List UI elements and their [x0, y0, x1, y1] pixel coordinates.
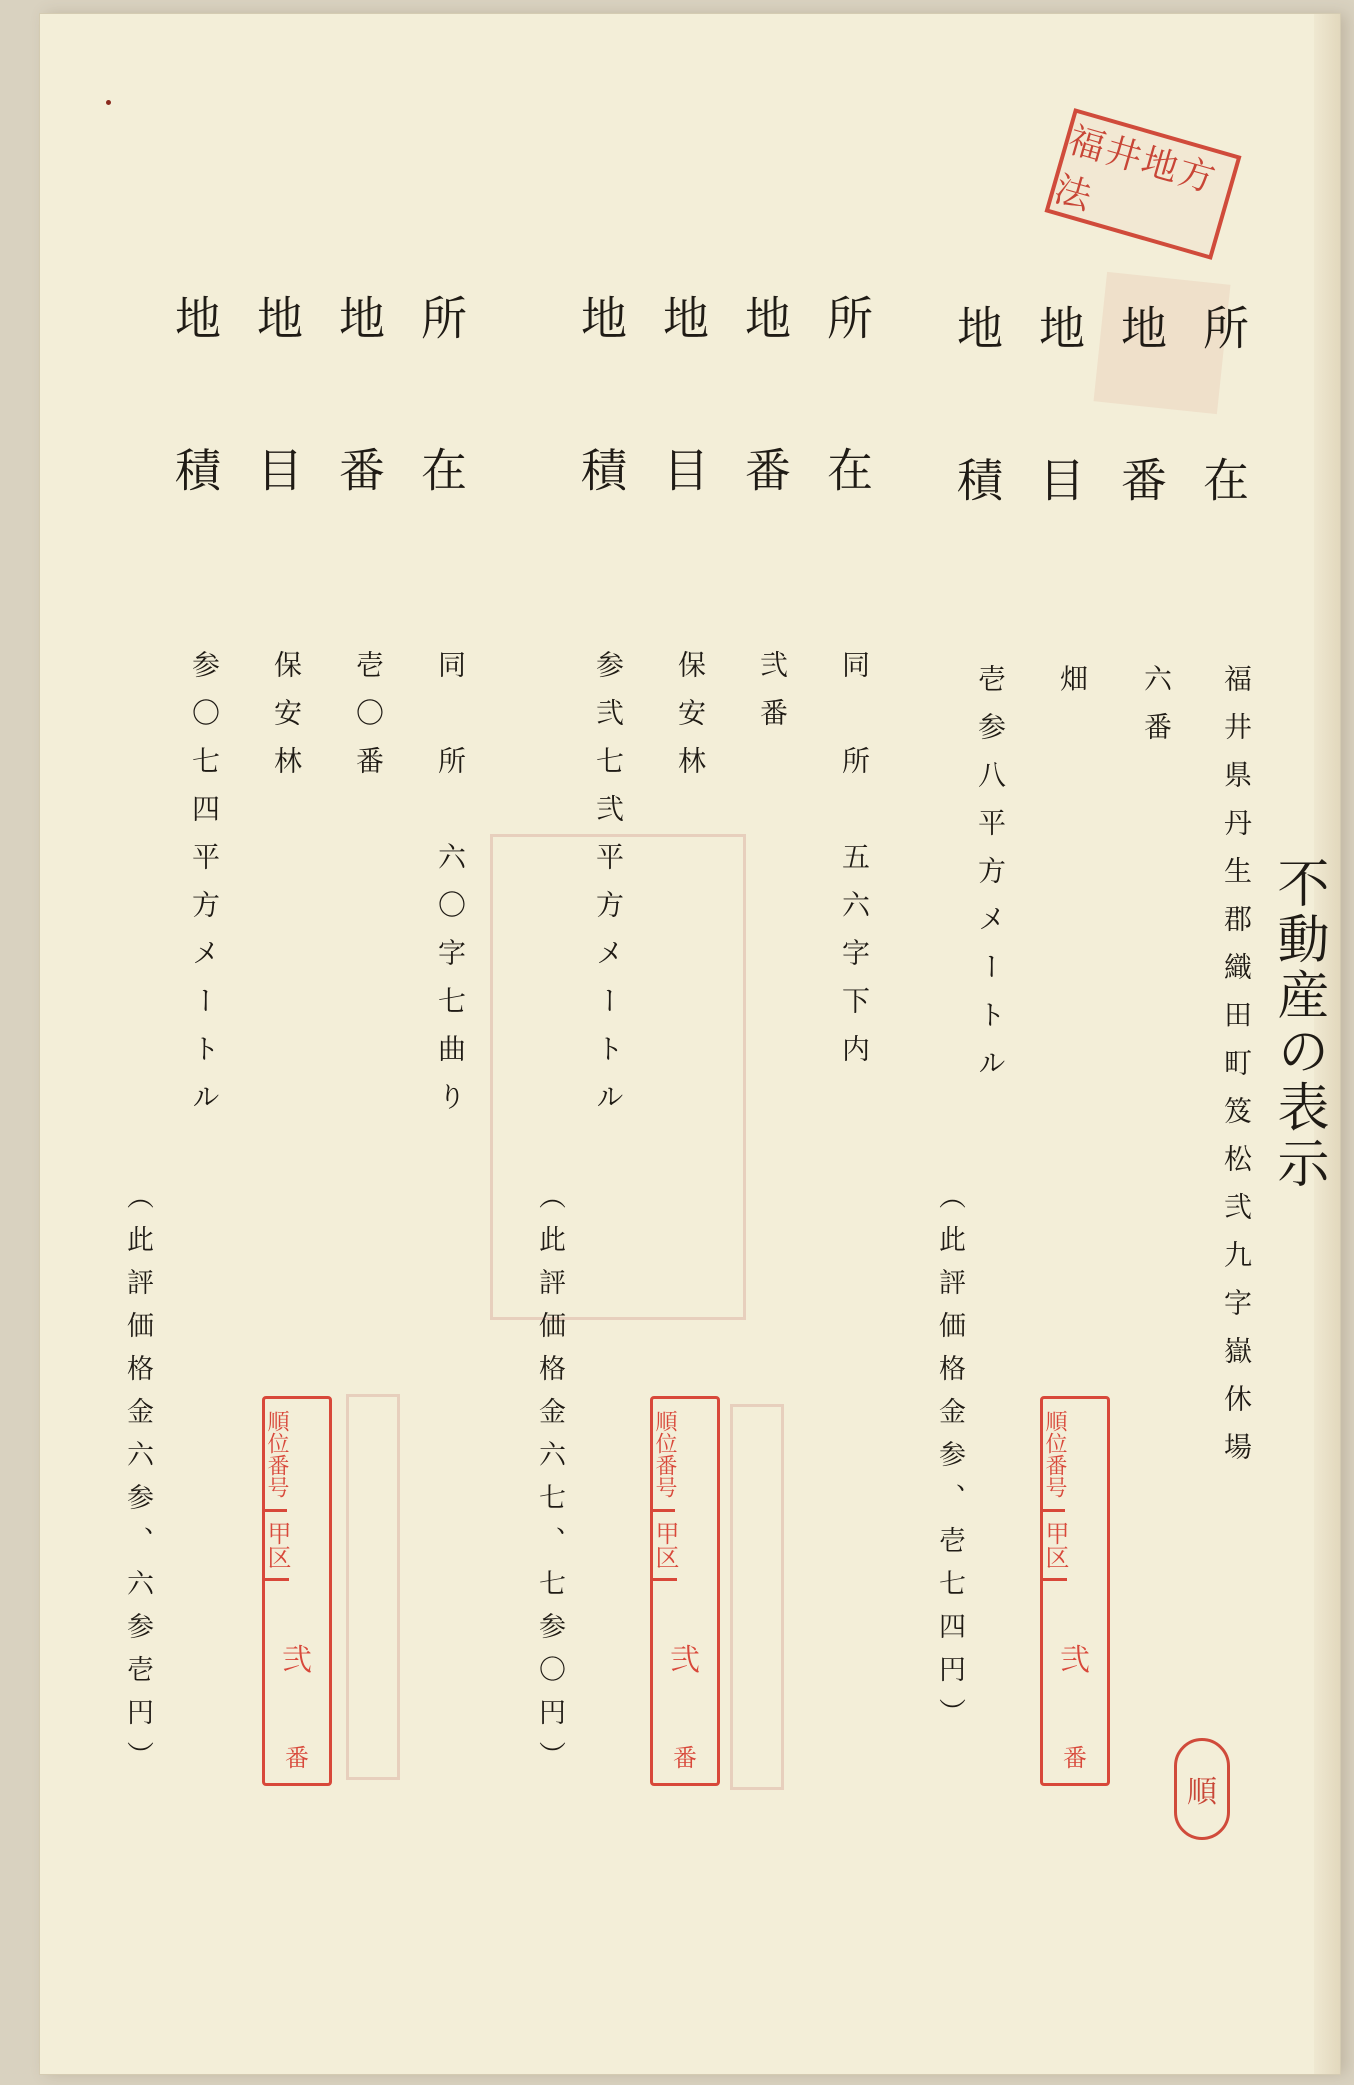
rank-stamp-2 — [650, 1396, 720, 1786]
bleed-through-stamp — [346, 1394, 400, 1780]
lot-number-value-1: 六番 — [1140, 664, 1173, 760]
land-type-value-2: 保安林 — [674, 650, 707, 794]
page-heading: 不動産の表示 — [1268, 856, 1328, 1192]
label-chiseki-3: 地積 — [168, 294, 222, 498]
rank-stamp-1 — [1040, 1396, 1110, 1786]
lot-number-value-2: 弐番 — [756, 650, 789, 746]
label-chiban-2: 地番 — [738, 294, 792, 498]
rank-stamp-3 — [262, 1396, 332, 1786]
location-value-2: 同 所 五六字下内 — [838, 650, 871, 1082]
label-chimoku-1: 地目 — [1032, 304, 1086, 508]
location-value-1: 福井県丹生郡織田町笈松弐九字嶽休場 — [1220, 664, 1253, 1480]
bleed-through-stamp — [730, 1404, 784, 1790]
label-shozai-2: 所在 — [820, 294, 874, 498]
rank-caption: 順位番号 — [1043, 1399, 1065, 1512]
label-chiban-3: 地番 — [332, 294, 386, 498]
area-value-2: 参弐七弐平方メートル — [592, 650, 625, 1130]
label-chimoku-3: 地目 — [250, 294, 304, 498]
rank-suffix: 番 — [285, 1744, 309, 1772]
rank-caption: 順位番号 — [653, 1399, 675, 1512]
lot-number-value-3: 壱〇番 — [352, 650, 385, 794]
rank-suffix: 番 — [1063, 1744, 1087, 1772]
label-chiban-1: 地番 — [1114, 304, 1168, 508]
label-chimoku-2: 地目 — [656, 294, 710, 498]
label-shozai-3: 所在 — [414, 294, 468, 498]
valuation-note-2: （此評価格金六七、七参〇円） — [534, 1182, 565, 1784]
land-type-value-3: 保安林 — [270, 650, 303, 794]
land-type-value-1: 畑 — [1056, 664, 1089, 698]
registry-seal-text: 福井地方法 — [1049, 119, 1222, 219]
rank-ward: 甲区 — [1043, 1512, 1067, 1581]
document-page — [40, 14, 1340, 2074]
rank-suffix: 番 — [673, 1744, 697, 1772]
registry-seal — [1044, 108, 1241, 260]
rank-number: 弐 — [282, 1643, 312, 1678]
valuation-note-3: （此評価格金六参、六参壱円） — [122, 1182, 153, 1784]
rank-caption: 順位番号 — [265, 1399, 287, 1512]
area-value-3: 参〇七四平方メートル — [188, 650, 221, 1130]
label-chiseki-2: 地積 — [574, 294, 628, 498]
round-registry-seal: 順 — [1174, 1738, 1230, 1840]
valuation-note-1: （此評価格金参、壱七四円） — [934, 1182, 965, 1741]
rank-number: 弐 — [670, 1643, 700, 1678]
rank-ward: 甲区 — [653, 1512, 677, 1581]
rank-number: 弐 — [1060, 1643, 1090, 1678]
label-chiseki-1: 地積 — [950, 304, 1004, 508]
ink-dot — [106, 100, 111, 105]
location-value-3: 同 所 六〇字七曲り — [434, 650, 467, 1130]
label-shozai-1: 所在 — [1196, 304, 1250, 508]
rank-ward: 甲区 — [265, 1512, 289, 1581]
area-value-1: 壱参八平方メートル — [974, 664, 1007, 1096]
